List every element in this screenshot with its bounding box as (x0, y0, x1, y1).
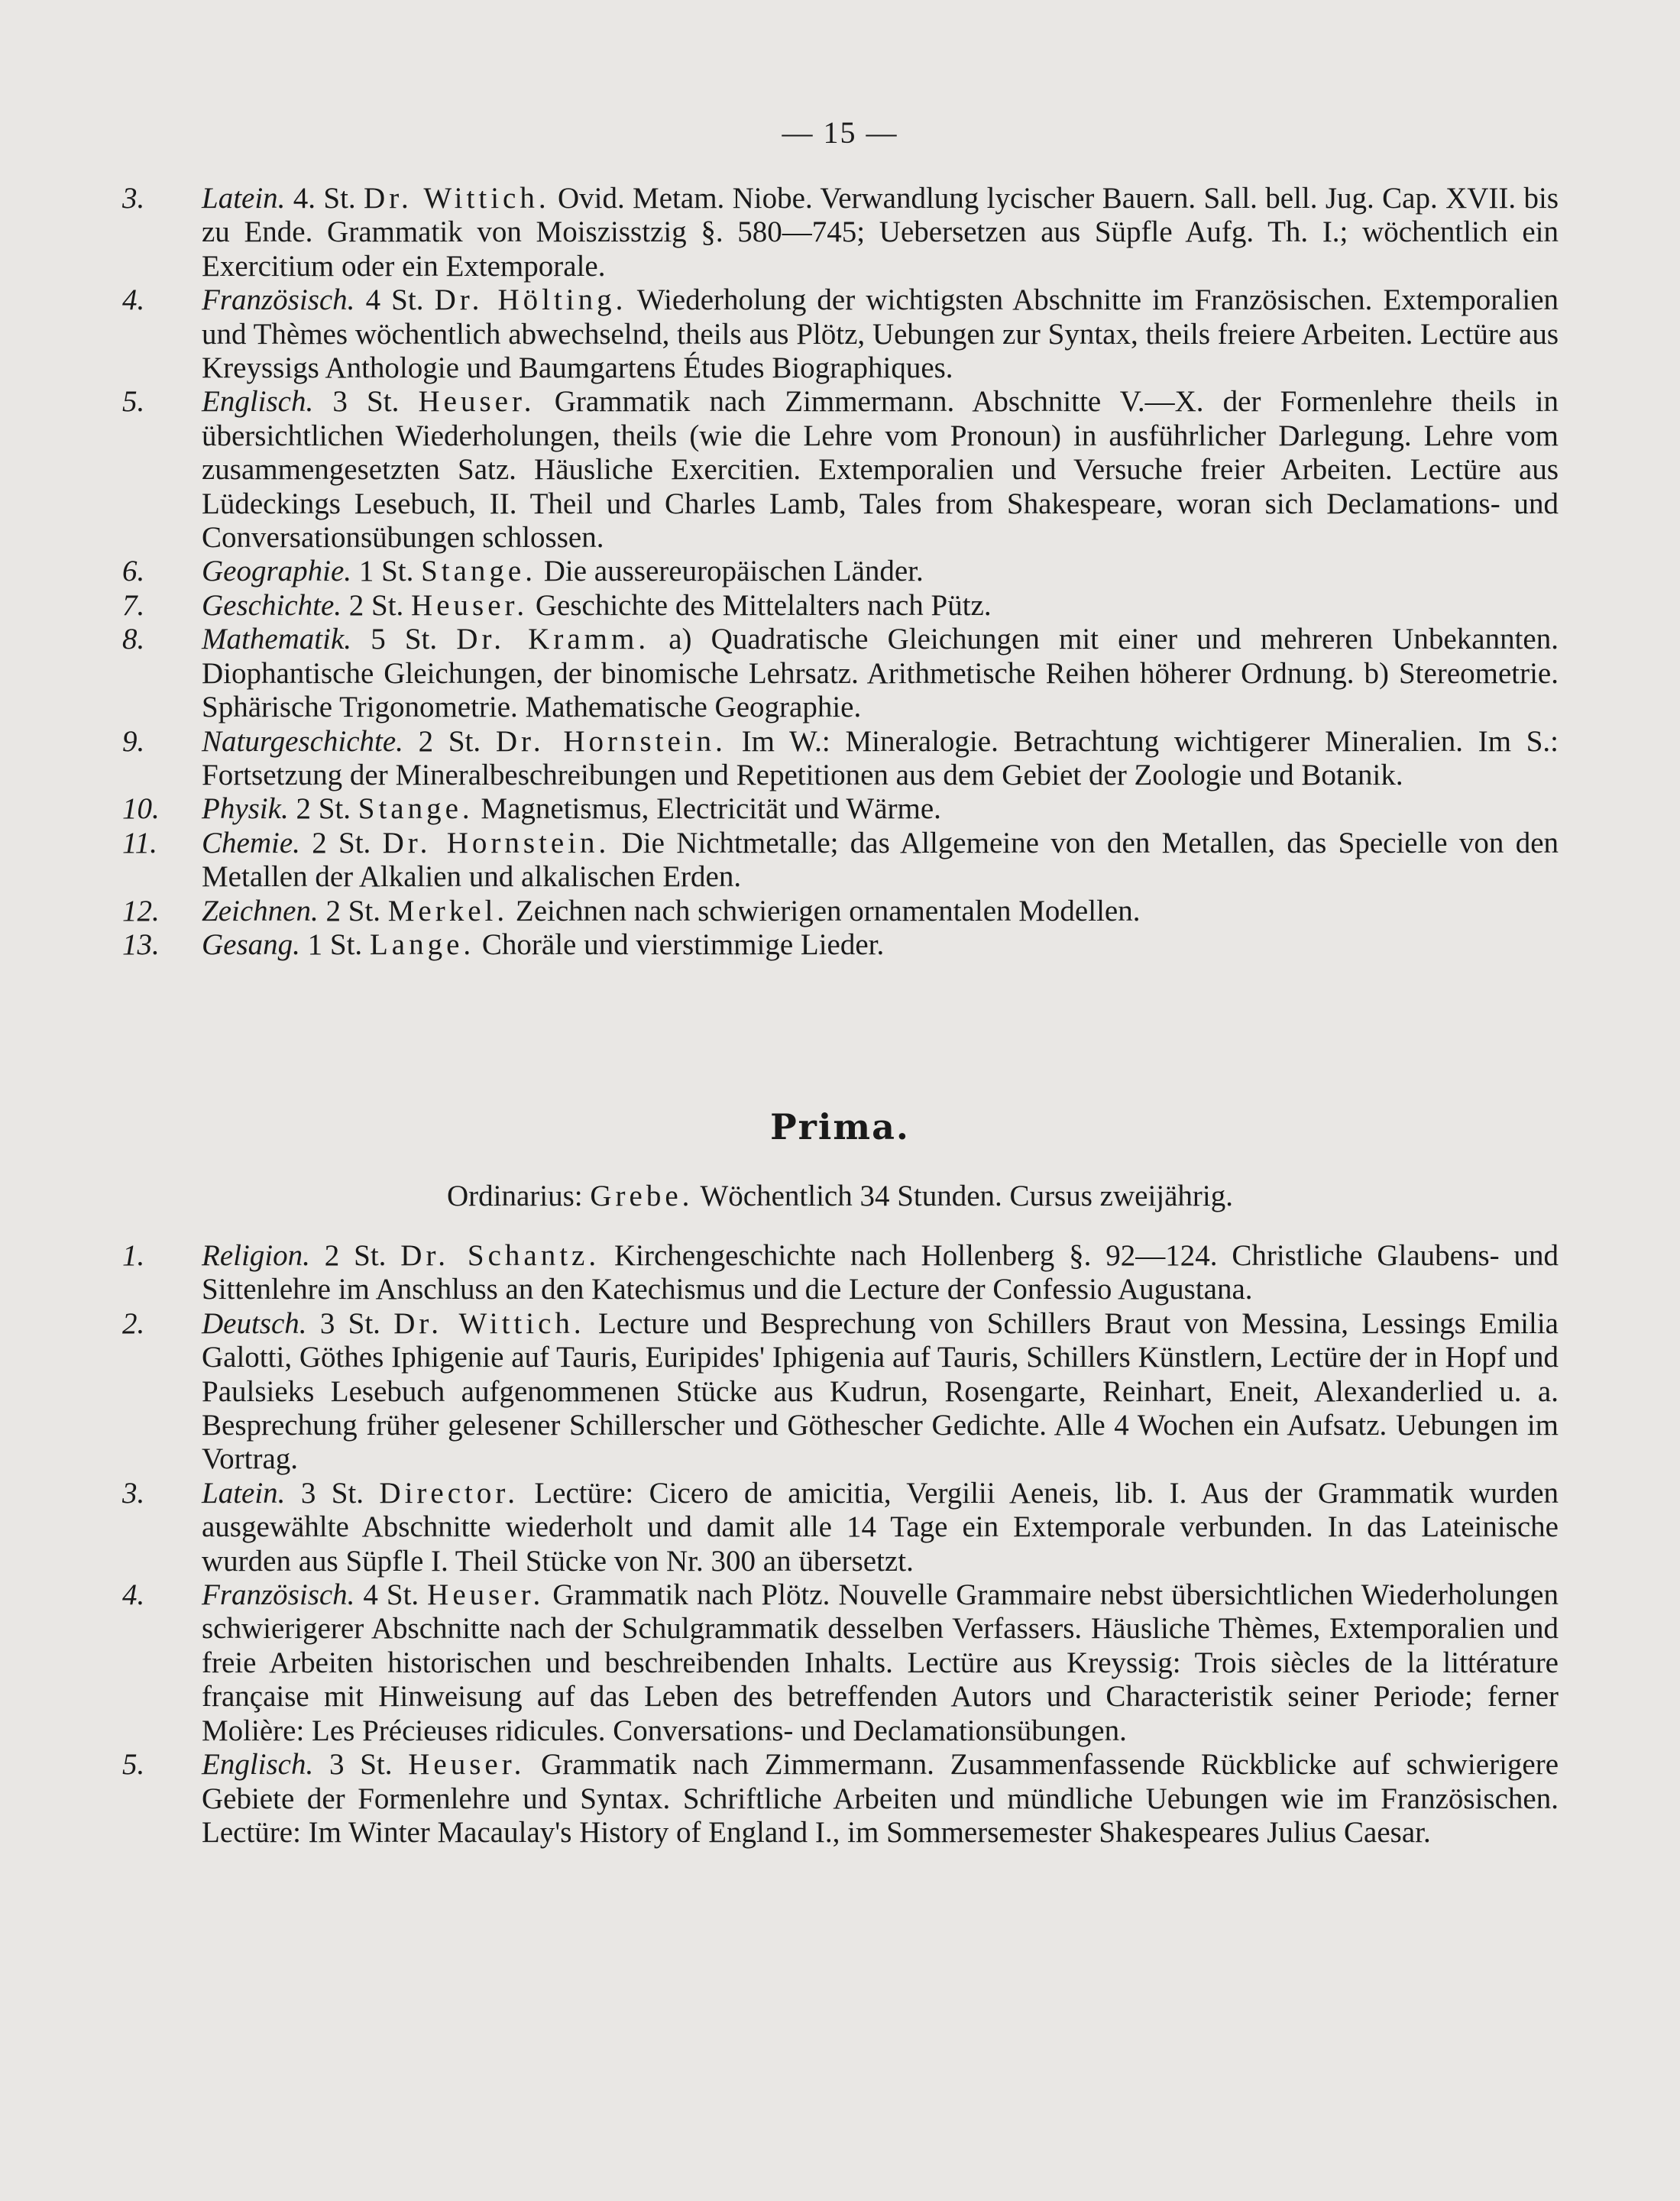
entry-subject: Englisch. (202, 385, 314, 419)
ordinarius-name: Grebe. (590, 1180, 694, 1212)
curriculum-entry (122, 792, 1559, 826)
curriculum-entry (122, 283, 1559, 385)
entry-text: Magnetismus, Electricität und Wärme. (481, 792, 941, 826)
entry-hours: 1 St. (307, 927, 363, 961)
entry-number: 2. (122, 1306, 145, 1340)
entry-teacher: Lange. (369, 927, 475, 961)
curriculum-list-prima (122, 1239, 1559, 1850)
entry-number: 3. (122, 182, 145, 215)
entry-number: 12. (122, 894, 160, 927)
entry-text: Die Nichtmetalle; das Allgemeine von den Metallen, das Specielle von den Metallen der Alkalien und alkalischen Erden. (202, 826, 1559, 894)
entry-hours: 4. St. (293, 182, 356, 215)
entry-teacher: Heuser. (427, 1578, 545, 1612)
entry-number: 5. (122, 385, 145, 419)
entry-teacher: Heuser. (418, 385, 536, 419)
section-heading-prima: Prima. (770, 1106, 910, 1147)
entry-text: Lectüre: Cicero de amicitia, Vergilii Aeneis, lib. I. Aus der Grammatik wurden ausgewählte Abschnitte wiederholt und damit alle 14 Tage ein Extemporale verbunden. In das Lateinische wurden aus Süpfle I. Theil Stücke von Nr. 300 an übersetzt. (202, 1476, 1559, 1578)
prima-ordinarius-line (0, 1179, 1680, 1213)
entry-number: 4. (122, 283, 145, 317)
curriculum-entry (122, 555, 1559, 588)
entry-subject: Geographie. (202, 555, 352, 588)
entry-number: 11. (122, 826, 157, 859)
entry-text: Geschichte des Mittelalters nach Pütz. (535, 588, 992, 622)
entry-teacher: Dr. Wittich. (393, 1306, 585, 1340)
entry-hours: 1 St. (358, 555, 414, 588)
entry-hours: 3 St. (329, 1748, 393, 1782)
entry-hours: 4 St. (363, 1578, 419, 1612)
entry-teacher: Dr. Schantz. (400, 1239, 600, 1272)
curriculum-entry (122, 1748, 1559, 1850)
entry-teacher: Dr. Kramm. (456, 623, 650, 656)
entry-teacher: Dr. Wittich. (364, 182, 550, 215)
entry-hours: 2 St. (312, 826, 371, 859)
entry-number: 5. (122, 1748, 145, 1782)
curriculum-entry (122, 895, 1559, 928)
entry-number: 1. (122, 1239, 145, 1272)
entry-subject: Mathematik. (202, 623, 352, 656)
entry-number: 13. (122, 927, 160, 961)
entry-text: Die aussereuropäischen Länder. (543, 555, 924, 588)
entry-text: Grammatik nach Zimmermann. Abschnitte V.—X. der Formenlehre theils in übersichtlichen Wiederholungen, theils (wie die Lehre vom Pronoun) in ausführlicher Darlegung. Lehre vom zusammengesetzten Satz. Häusliche Exercitien. Extemporalien und Versuche freier Arbeiten. Lectüre aus Lüdeckings Lesebuch, II. Theil und Charles Lamb, Tales from Shakespeare, woran sich Declamations- und Conversationsübungen schlossen. (202, 385, 1559, 555)
entry-text: Im W.: Mineralogie. Betrachtung wichtigerer Mineralien. Im S.: Fortsetzung der Mineralbeschreibungen und Repetitionen aus dem Gebiet der Zoologie und Botanik. (202, 724, 1559, 791)
entry-teacher: Director. (379, 1476, 519, 1510)
entry-hours: 2 St. (348, 588, 404, 622)
entry-subject: Gesang. (202, 927, 300, 961)
entry-hours: 3 St. (319, 1306, 380, 1340)
curriculum-entry (122, 827, 1559, 895)
entry-subject: Physik. (202, 792, 289, 826)
curriculum-entry (122, 623, 1559, 724)
entry-hours: 2 St. (296, 792, 351, 826)
entry-hours: 4 St. (365, 283, 424, 317)
entry-teacher: Dr. Hornstein. (495, 724, 727, 758)
entry-text: Grammatik nach Plötz. Nouvelle Grammaire nebst übersichtlichen Wiederholungen schwierigerer Abschnitte nach der Schulgrammatik desselben Verfassers. Häusliche Thèmes, Extemporalien und freie Arbeiten historischen und beschreibenden Inhalts. Lectüre aus Kreyssig: Trois siècles de la littérature française mit Hinweisung auf das Leben des betreffenden Autors und Characteristik seiner Periode; ferner Molière: Les Précieuses ridicules. Conversations- und Declamationsübungen. (202, 1578, 1559, 1747)
entry-hours: 3 St. (300, 1476, 364, 1510)
ordinarius-label: Ordinarius: (447, 1180, 583, 1212)
curriculum-entry (122, 589, 1559, 623)
entry-text: Zeichnen nach schwierigen ornamentalen Modellen. (515, 894, 1141, 927)
entry-subject: Englisch. (202, 1748, 314, 1782)
curriculum-entry (122, 1307, 1559, 1477)
entry-number: 7. (122, 588, 145, 622)
entry-number: 4. (122, 1578, 145, 1612)
curriculum-entry (122, 182, 1559, 283)
entry-subject: Chemie. (202, 826, 300, 859)
entry-number: 3. (122, 1476, 145, 1510)
entry-teacher: Dr. Hornstein. (382, 826, 610, 859)
entry-hours: 2 St. (325, 894, 380, 927)
entry-teacher: Stange. (421, 555, 536, 588)
entry-text: Ovid. Metam. Niobe. Verwandlung lycischer Bauern. Sall. bell. Jug. Cap. XVII. bis zu Ende. Grammatik von Moiszisstzig §. 580—745; Uebersetzen aus Süpfle Aufg. Th. I.; wöchentlich ein Exercitium oder ein Extemporale. (202, 182, 1559, 283)
entry-teacher: Heuser. (411, 588, 529, 622)
entry-text: Grammatik nach Zimmermann. Zusammenfassende Rückblicke auf schwierigere Gebiete der Formenlehre und Syntax. Schriftliche Arbeiten und mündliche Uebungen wie im Französischen. Lectüre: Im Winter Macaulay's History of England I., im Sommersemester Shakespeares Julius Caesar. (202, 1748, 1559, 1849)
entry-teacher: Stange. (358, 792, 474, 826)
entry-number: 6. (122, 555, 145, 588)
curriculum-entry (122, 725, 1559, 793)
curriculum-entry (122, 1578, 1559, 1748)
curriculum-list-secunda (122, 182, 1559, 962)
entry-text: Lecture und Besprechung von Schillers Braut von Messina, Lessings Emilia Galotti, Göthes Iphigenie auf Tauris, Euripides' Iphigenia auf Tauris, Schillers Künstlern, Lectüre der in Hopf und Paulsieks Lesebuch aufgenommenen Stücke aus Kudrun, Rosengarte, Reinhart, Eneit, Alexanderlied u. a. Besprechung früher gelesener Schillerscher und Göthescher Gedichte. Alle 4 Wochen ein Aufsatz. Uebungen im Vortrag. (202, 1306, 1559, 1476)
entry-text: a) Quadratische Gleichungen mit einer und mehreren Unbekannten. Diophantische Gleichungen, der binomische Lehrsatz. Arithmetische Reihen höherer Ordnung. b) Stereometrie. Sphärische Trigonometrie. Mathematische Geographie. (202, 623, 1559, 724)
entry-subject: Latein. (202, 182, 286, 215)
entry-teacher: Merkel. (387, 894, 509, 927)
entry-teacher: Dr. Hölting. (434, 283, 627, 317)
entry-number: 8. (122, 623, 145, 656)
entry-subject: Zeichnen. (202, 894, 319, 927)
entry-teacher: Heuser. (408, 1748, 526, 1782)
curriculum-entry (122, 928, 1559, 962)
page-number: — 15 — (782, 115, 898, 150)
curriculum-entry (122, 1239, 1559, 1307)
entry-subject: Religion. (202, 1239, 310, 1272)
entry-subject: Französisch. (202, 1578, 355, 1612)
entry-text: Kirchengeschichte nach Hollenberg §. 92—124. Christliche Glaubens- und Sittenlehre im Anschluss an den Katechismus und die Lecture der Confessio Augustana. (202, 1239, 1559, 1306)
entry-subject: Geschichte. (202, 588, 342, 622)
entry-subject: Französisch. (202, 283, 355, 317)
entry-hours: 3 St. (332, 385, 400, 419)
entry-hours: 5 St. (371, 623, 438, 656)
entry-number: 9. (122, 724, 145, 758)
entry-text: Wiederholung der wichtigsten Abschnitte im Französischen. Extemporalien und Thèmes wöchentlich abwechselnd, theils aus Plötz, Uebungen zur Syntax, theils freiere Arbeiten. Lectüre aus Kreyssigs Anthologie und Baumgartens Études Biographiques. (202, 283, 1559, 385)
entry-subject: Naturgeschichte. (202, 724, 403, 758)
ordinarius-details: Wöchentlich 34 Stunden. Cursus zweijährig. (700, 1180, 1233, 1212)
entry-hours: 2 St. (324, 1239, 387, 1272)
curriculum-entry (122, 385, 1559, 555)
entry-hours: 2 St. (418, 724, 481, 758)
entry-subject: Deutsch. (202, 1306, 307, 1340)
entry-text: Choräle und vierstimmige Lieder. (481, 927, 885, 961)
curriculum-entry (122, 1477, 1559, 1578)
entry-subject: Latein. (202, 1476, 286, 1510)
entry-number: 10. (122, 792, 160, 826)
